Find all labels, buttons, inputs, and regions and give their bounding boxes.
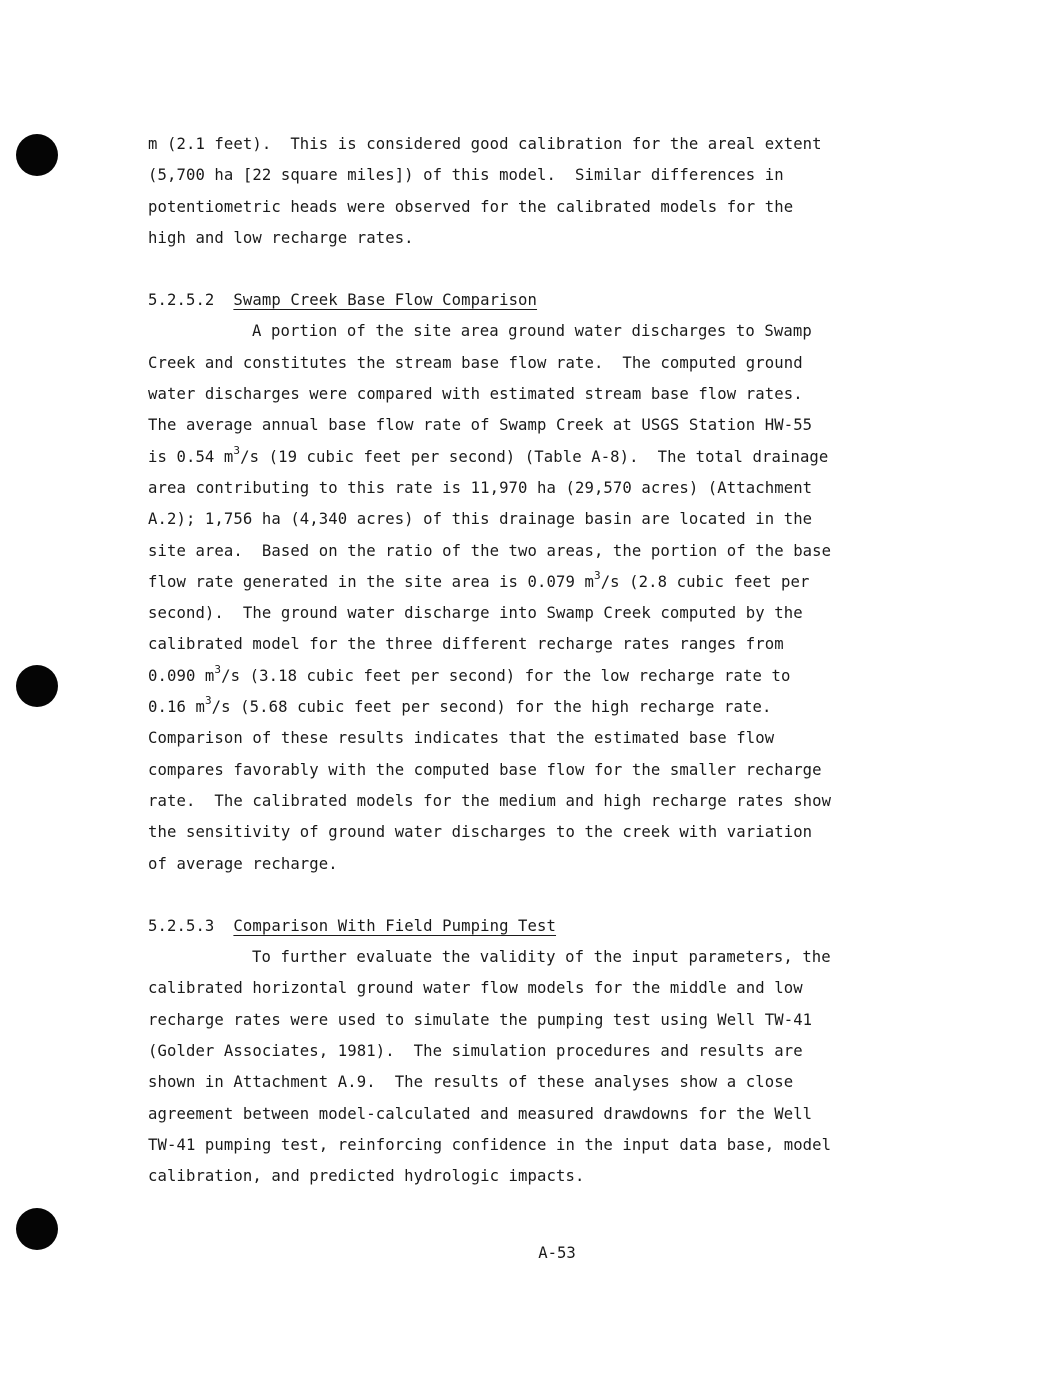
text-line: water discharges were compared with estimated stream base flow rates. — [148, 385, 803, 404]
text-line: second). The ground water discharge into Swamp Creek computed by the — [148, 604, 803, 623]
section-swamp-creek — [148, 285, 928, 880]
text-line: Comparison of these results indicates that the estimated base flow — [148, 729, 775, 748]
text-line: the sensitivity of ground water discharges to the creek with variation — [148, 823, 813, 842]
text-line: is 0.54 $m^3/s$ (19 cubic feet per second) (Table A-8). The total drainage — [148, 443, 829, 466]
text-line: 0.16 $m^3/s$ (5.68 cubic feet per second) for the high recharge rate. — [148, 694, 772, 717]
text-line: To further evaluate the validity of the input parameters, the — [252, 948, 831, 967]
text-line: rate. The calibrated models for the medium and high recharge rates show — [148, 791, 832, 810]
text-line: calibrated model for the three different recharge rates ranges from — [148, 635, 784, 654]
text-line: calibration, and predicted hydrologic impacts. — [148, 1167, 585, 1186]
text-line: calibrated horizontal ground water flow models for the middle and low — [148, 979, 803, 998]
page-number: A-53 — [538, 1244, 576, 1262]
text-line: A.2); 1,756 ha (4,340 acres) of this drainage basin are located in the — [148, 510, 813, 529]
text-line: Creek and constitutes the stream base flow rate. The computed ground — [148, 353, 803, 372]
text-line: (Golder Associates, 1981). The simulation procedures and results are — [148, 1042, 803, 1061]
section-pumping-test — [148, 911, 928, 1193]
text-line: flow rate generated in the site area is 0.079 $m^3/s$ (2.8 cubic feet per — [148, 568, 810, 591]
text-line: site area. Based on the ratio of the two areas, the portion of the base — [148, 541, 832, 560]
document-body — [148, 129, 928, 1193]
text-line: area contributing to this rate is 11,970 ha (29,570 acres) (Attachment — [148, 478, 813, 497]
section-number: 5.2.5.3 — [148, 916, 215, 935]
section-title: Swamp Creek Base Flow Comparison — [233, 291, 538, 310]
text-line: TW-41 pumping test, reinforcing confidence in the input data base, model — [148, 1135, 832, 1154]
text-line: 0.090 $m^3/s$ (3.18 cubic feet per second) for the low recharge rate to — [148, 662, 791, 685]
text-line: A portion of the site area ground water discharges to Swamp — [252, 322, 812, 341]
binder-hole-top — [16, 134, 58, 176]
text-line: of average recharge. — [148, 854, 338, 873]
section-heading — [148, 285, 928, 316]
text-line: m (2.1 feet). This is considered good calibration for the areal extent — [148, 135, 822, 153]
section-number: 5.2.5.2 — [148, 291, 215, 310]
section-heading — [148, 911, 928, 942]
section-title: Comparison With Field Pumping Test — [233, 916, 557, 935]
text-line: high and low recharge rates. — [148, 228, 414, 247]
text-line: (5,700 ha [22 square miles]) of this model. Similar differences in — [148, 166, 784, 185]
intro-paragraph — [148, 129, 928, 254]
text-line: compares favorably with the computed base flow for the smaller recharge — [148, 760, 822, 779]
text-line: shown in Attachment A.9. The results of these analyses show a close — [148, 1073, 794, 1092]
text-line: potentiometric heads were observed for the calibrated models for the — [148, 197, 794, 216]
text-line: agreement between model-calculated and measured drawdowns for the Well — [148, 1104, 813, 1123]
text-line: recharge rates were used to simulate the pumping test using Well TW-41 — [148, 1010, 813, 1029]
text-line: The average annual base flow rate of Swamp Creek at USGS Station HW-55 — [148, 416, 813, 435]
binder-hole-middle — [16, 665, 58, 707]
